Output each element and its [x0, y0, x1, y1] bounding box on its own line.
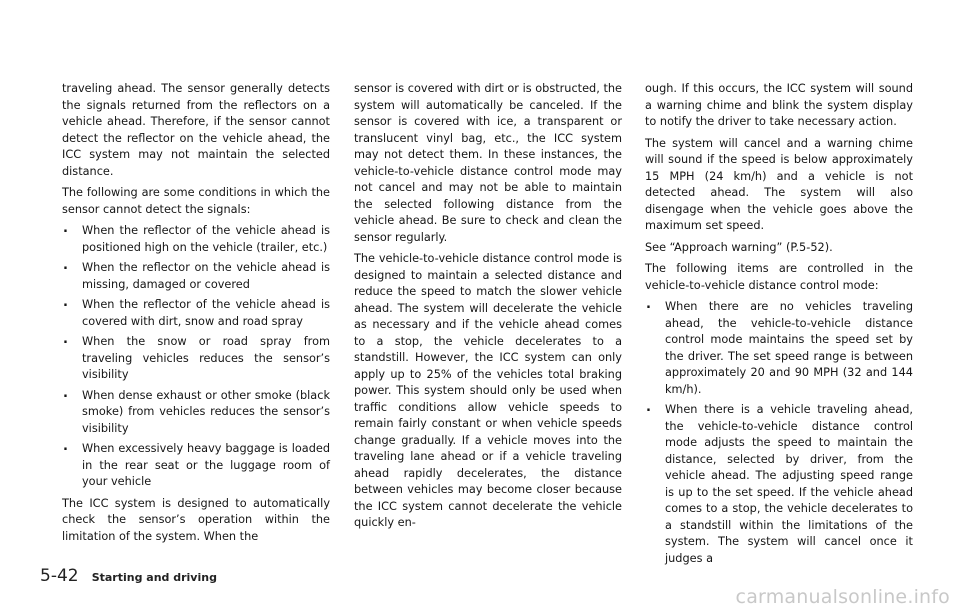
cross-reference: See “Approach warning” (P.5-52). [645, 240, 833, 254]
list-item: . When the reflector of the vehicle ahead is positioned high on the vehicle (trailer, etc.) [62, 223, 330, 256]
list-item: . When there is a vehicle traveling ahead, the vehicle-to-vehicle distance control mode adjusts the speed to maintain the distance, selected by driver, from the vehicle ahead. The adjusting speed range is up to the set speed. If the vehicle ahead comes to a stop, the vehicle decelerates to a standstill within the limitations of the system. The system will cancel once it judges a [645, 402, 913, 567]
condition-list [62, 223, 330, 491]
list-item: . When there are no vehicles traveling ahead, the vehicle-to-vehicle distance control mode maintains the speed set by the driver. The set speed range is between approximately 20 and 90 MPH (32 and 144 km/h). [645, 299, 913, 398]
section-title: Starting and driving [91, 571, 217, 584]
paragraph: The system will cancel and a warning chime will sound if the speed is below approximately 15 MPH (24 km/h) and a vehicle is not detected ahead. The system will also disengage when the vehicle goes above the maximum set speed. [645, 136, 913, 232]
watermark: carmanualsonline.info [735, 586, 950, 608]
controlled-items-list [645, 299, 913, 567]
text-column-1 [62, 81, 330, 550]
paragraph: traveling ahead. The sensor generally detects the signals returned from the reflectors on a vehicle ahead. Therefore, if the sensor cannot detect the reflector on the vehicle ahead, the ICC system may not maintain the selected distance. [62, 82, 330, 178]
paragraph: The following items are controlled in the vehicle-to-vehicle distance control mode: [645, 262, 913, 292]
list-item: . When the reflector of the vehicle ahead is covered with dirt, snow and road spray [62, 297, 330, 330]
paragraph: ough. If this occurs, the ICC system will sound a warning chime and blink the system display to notify the driver to take necessary action. [645, 82, 913, 128]
page-number: 5-42 [40, 566, 79, 586]
paragraph: The ICC system is designed to automatically check the sensor’s operation within the limitation of the system. When the [62, 496, 330, 543]
list-item: . When the snow or road spray from traveling vehicles reduces the sensor’s visibility [62, 334, 330, 384]
text-column-3 [645, 81, 913, 572]
list-item: . When the reflector on the vehicle ahead is missing, damaged or covered [62, 260, 330, 293]
text-column-2 [354, 81, 622, 537]
page-footer [40, 566, 217, 586]
paragraph: sensor is covered with dirt or is obstructed, the system will automatically be canceled. If the sensor is covered with ice, a transparent or translucent vinyl bag, etc., the ICC system may not detect them. In these instances, the vehicle-to-vehicle distance control mode may not cancel and may not be able to maintain the selected following distance from the vehicle ahead. Be sure to check and clean the sensor regularly. [354, 82, 622, 244]
list-item: . When excessively heavy baggage is loaded in the rear seat or the luggage room of your vehicle [62, 441, 330, 491]
paragraph: The following are some conditions in which the sensor cannot detect the signals: [62, 186, 330, 216]
paragraph: The vehicle-to-vehicle distance control mode is designed to maintain a selected distance and reduce the speed to match the slower vehicle ahead. The system will decelerate the vehicle as necessary and if the vehicle ahead comes to a stop, the vehicle decelerates to a standstill. However, the ICC system can only apply up to 25% of the vehicles total braking power. This system should only be used when traffic conditions allow vehicle speeds to remain fairly constant or when vehicle speeds change gradually. If a vehicle moves into the traveling lane ahead or if a vehicle traveling ahead rapidly decelerates, the distance between vehicles may become closer because the ICC system cannot decelerate the vehicle quickly en- [354, 252, 622, 529]
list-item: . When dense exhaust or other smoke (black smoke) from vehicles reduces the sensor’s visibility [62, 388, 330, 438]
